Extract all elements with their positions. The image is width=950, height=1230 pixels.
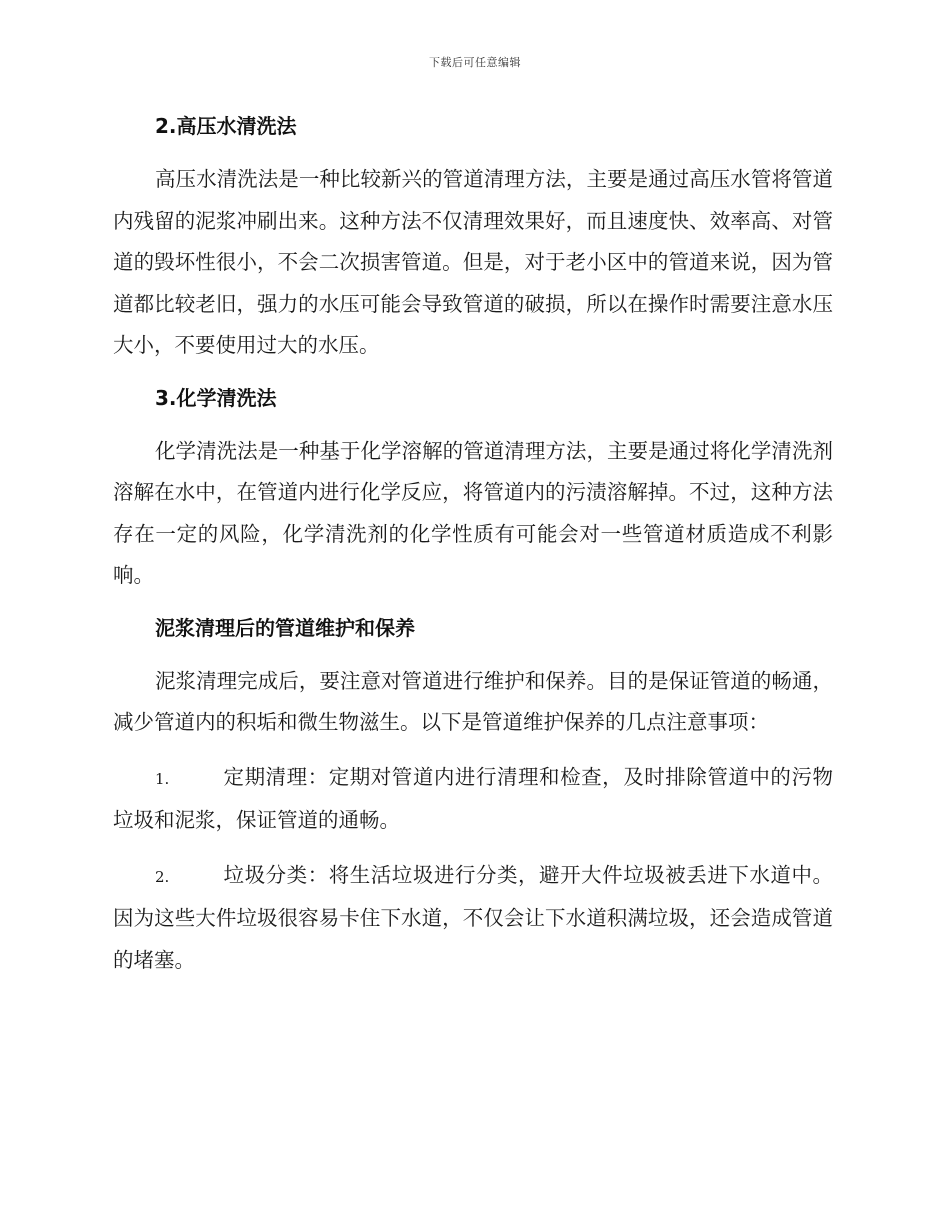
section-paragraph-high-pressure: 高压水清洗法是一种比较新兴的管道清理方法，主要是通过高压水管将管道内残留的泥浆冲刷出来。这种方法不仅清理效果好，而且速度快、效率高、对管道的毁坏性很小，不会二次损害管道。但是，对于老小区中的管道来说，因为管道都比较老旧，强力的水压可能会导致管道的破损，所以在操作时需要注意水压大小，不要使用过大的水压。 xyxy=(113,167,833,357)
list-item-text: 垃圾分类：将生活垃圾进行分类，避开大件垃圾被丢进下水道中。因为这些大件垃圾很容易卡住下水道，不仅会让下水道积满垃圾，还会造成管道的堵塞。 xyxy=(113,862,833,972)
list-item-number: 2. xyxy=(155,867,170,886)
section-paragraph-chemical: 化学清洗法是一种基于化学溶解的管道清理方法，主要是通过将化学清洗剂溶解在水中，在管道内进行化学反应，将管道内的污渍溶解掉。不过，这种方法存在一定的风险，化学清洗剂的化学性质有可能会对一些管道材质造成不利影响。 xyxy=(113,438,833,587)
list-item xyxy=(113,855,833,982)
page-header: 下载后可任意编辑 xyxy=(429,56,521,69)
section-heading-maintenance: 泥浆清理后的管道维护和保养 xyxy=(155,615,415,640)
list-item-number: 1. xyxy=(155,769,170,788)
document-body xyxy=(113,108,833,994)
list-item-text: 定期清理：定期对管道内进行清理和检查，及时排除管道中的污物垃圾和泥浆，保证管道的通畅。 xyxy=(113,764,833,832)
list-item xyxy=(113,757,833,842)
section-heading-high-pressure: 2.高压水清洗法 xyxy=(155,114,297,138)
section-heading-chemical: 3.化学清洗法 xyxy=(155,385,277,410)
section-paragraph-maintenance: 泥浆清理完成后，要注意对管道进行维护和保养。目的是保证管道的畅通，减少管道内的积垢和微生物滋生。以下是管道维护保养的几点注意事项： xyxy=(113,668,833,734)
